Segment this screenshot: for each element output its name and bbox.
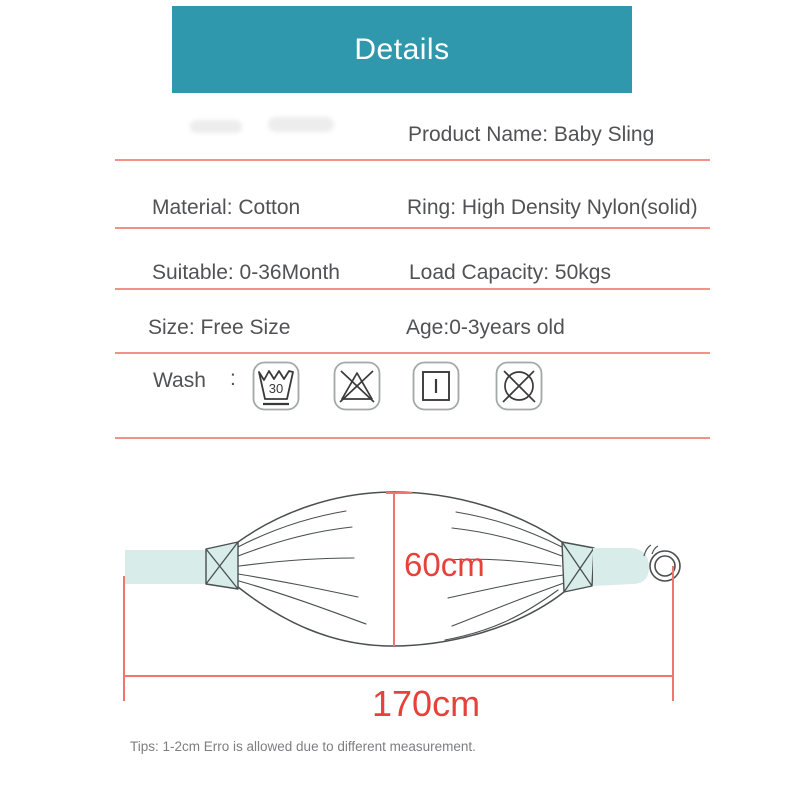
do-not-dry-clean-icon <box>495 361 543 411</box>
right-strap <box>593 548 649 586</box>
watermark-blur <box>190 120 242 133</box>
watermark-blur <box>268 117 334 132</box>
height-dimension <box>386 493 485 646</box>
suitable-value: Suitable: 0-36Month <box>152 261 340 284</box>
material-value: Material: Cotton <box>152 196 301 219</box>
ring-value: Ring: High Density Nylon(solid) <box>407 196 698 219</box>
left-strap <box>125 550 207 584</box>
machine-wash-30-icon <box>252 361 300 411</box>
do-not-bleach-icon <box>333 361 381 411</box>
age-value: Age:0-3years old <box>406 316 565 339</box>
details-title: Details <box>354 32 450 66</box>
row-divider <box>115 437 710 439</box>
width-dimension-label: 170cm <box>372 683 481 724</box>
wash-temp-label: 30 <box>268 381 284 396</box>
product-name-value: Product Name: Baby Sling <box>408 123 655 146</box>
sling-dimensions-diagram <box>100 470 700 740</box>
sling-ring-icon <box>644 545 680 581</box>
row-divider <box>115 288 710 290</box>
load-capacity-value: Load Capacity: 50kgs <box>409 261 611 284</box>
line-dry-icon <box>412 361 460 411</box>
size-value: Size: Free Size <box>148 316 291 339</box>
width-dimension <box>124 566 673 724</box>
wash-label: Wash <box>153 369 206 392</box>
right-stitch-box <box>562 542 594 592</box>
tips-note: Tips: 1-2cm Erro is allowed due to different measurement. <box>130 739 476 754</box>
wash-colon: : <box>230 367 236 390</box>
details-banner <box>172 6 632 93</box>
sling-body-outline <box>238 492 564 646</box>
left-stitch-box <box>206 542 238 589</box>
row-divider <box>115 227 710 229</box>
row-divider <box>115 159 710 161</box>
height-dimension-label: 60cm <box>404 546 485 583</box>
row-divider <box>115 352 710 354</box>
